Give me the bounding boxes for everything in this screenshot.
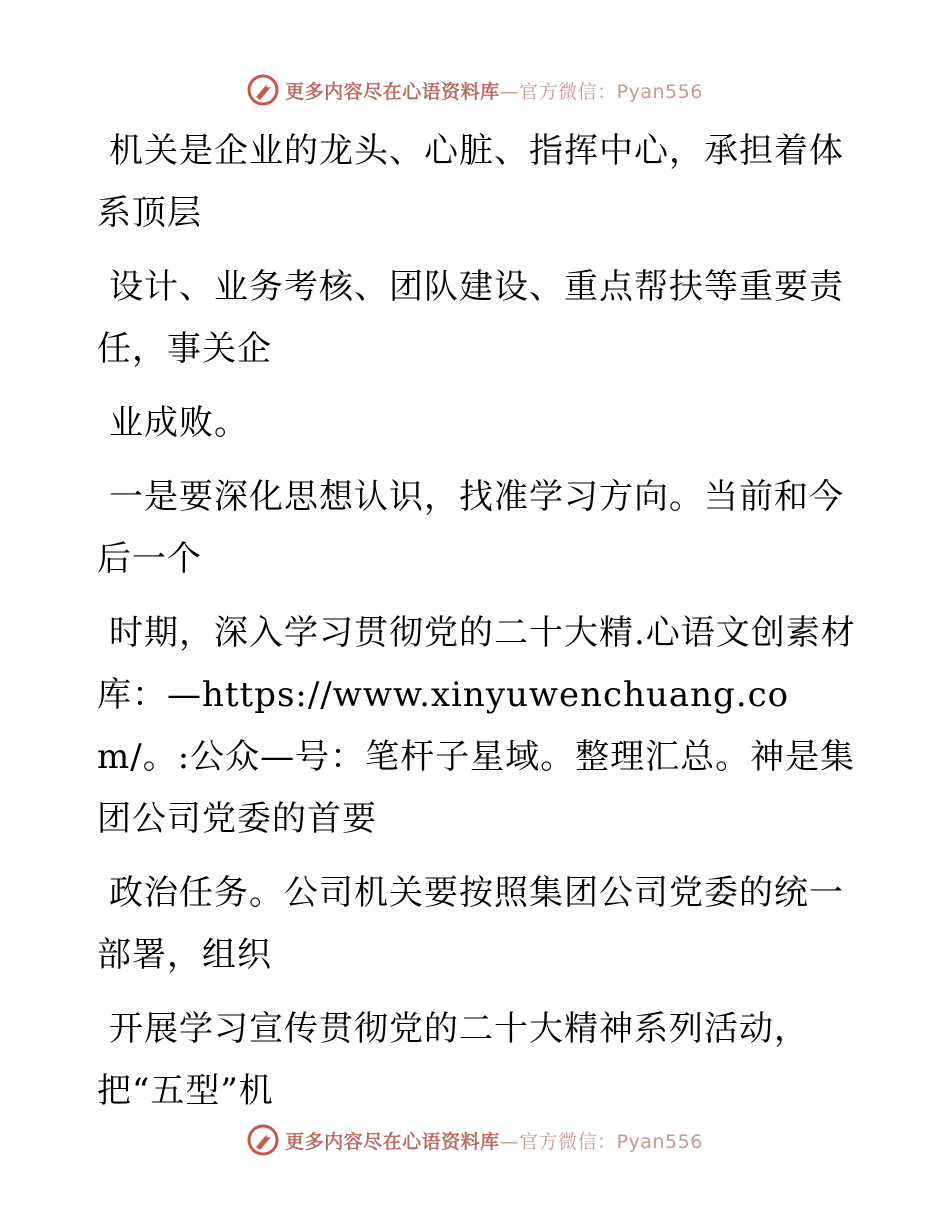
watermark-main-text: 更多内容尽在心语资料库 — [285, 80, 500, 103]
watermark-main-text: 更多内容尽在心语资料库 — [285, 1130, 500, 1153]
paragraph-2: 设计、业务考核、团队建设、重点帮扶等重要责任，事关企 — [97, 267, 844, 369]
pen-circle-logo-icon — [247, 1124, 279, 1156]
paragraph-3: 业成败。 — [109, 403, 249, 443]
watermark-dash: — — [499, 1130, 520, 1153]
document-body — [97, 120, 857, 1134]
header-watermark — [0, 68, 950, 112]
paragraph-1: 机关是企业的龙头、心脏、指挥中心，承担着体系顶层 — [97, 131, 844, 233]
paragraph-4: 一是要深化思想认识，找准学习方向。当前和今后一个 — [97, 477, 844, 579]
watermark-contact-text: 官方微信：Pyan556 — [519, 80, 703, 103]
paragraph-6: 政治任务。公司机关要按照集团公司党委的统一部署，组织 — [97, 873, 844, 975]
pen-circle-logo-icon — [247, 74, 279, 106]
watermark-dash: — — [499, 80, 520, 103]
paragraph-5: 时期，深入学习贯彻党的二十大精.心语文创素材库：—https://www.xinyuwenchuang.com/。:公众—号：笔杆子星域。整理汇总。神是集团公司党委的首要 — [97, 613, 856, 839]
watermark-contact-text: 官方微信：Pyan556 — [519, 1130, 703, 1153]
paragraph-7: 开展学习宣传贯彻党的二十大精神系列活动，把“五型”机 — [97, 1009, 809, 1111]
footer-watermark — [0, 1118, 950, 1162]
